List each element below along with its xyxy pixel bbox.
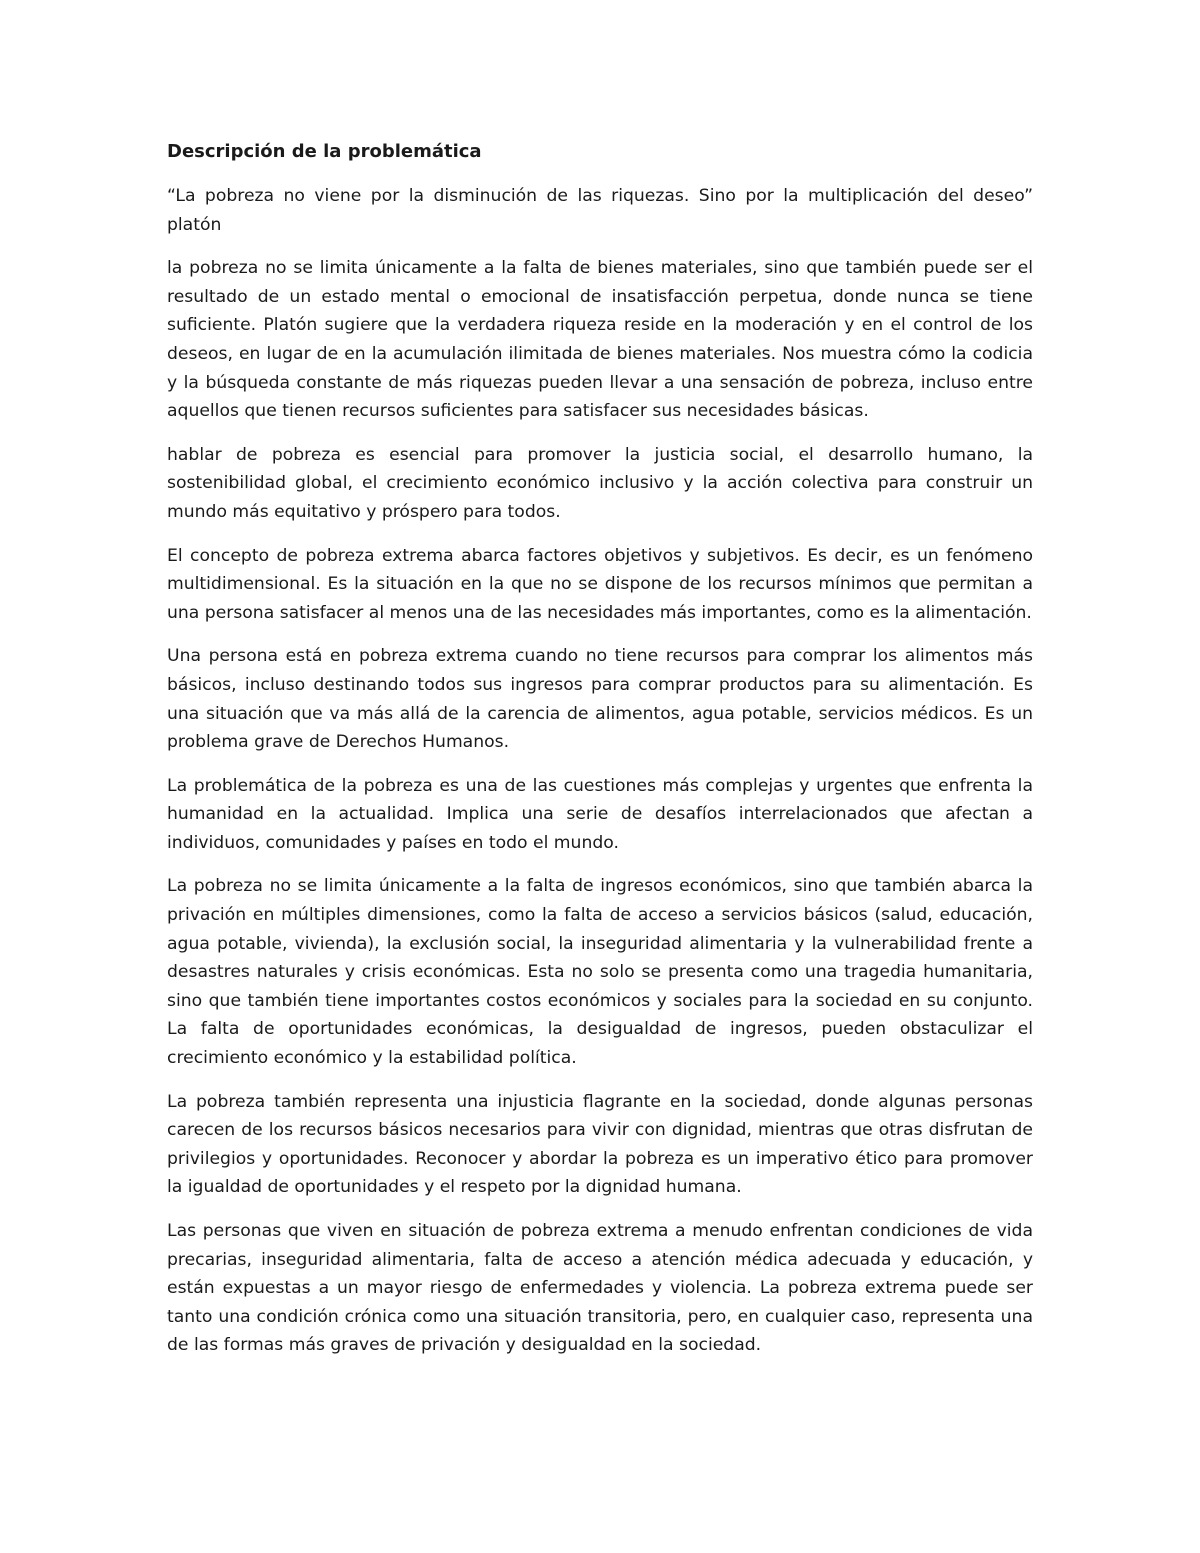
paragraph: La problemática de la pobreza es una de las cuestiones más complejas y urgentes que enfrenta la humanidad en la actualidad. Implica una serie de desafíos interrelacionados que afectan a individuos, comunidades y países en todo el mundo. [167, 775, 1033, 853]
paragraph: la pobreza no se limita únicamente a la falta de bienes materiales, sino que también puede ser el resultado de un estado mental o emocional de insatisfacción perpetua, donde nunca se tiene suficiente. Platón sugiere que la verdadera riqueza reside en la moderación y en el control de los deseos, en lugar de en la acumulación ilimitada de bienes materiales. Nos muestra cómo la codicia y la búsqueda constante de más riquezas pueden llevar a una sensación de pobreza, incluso entre aquellos que tienen recursos suficientes para satisfacer sus necesidades básicas. [167, 258, 1033, 422]
paragraph: Una persona está en pobreza extrema cuando no tiene recursos para comprar los alimentos más básicos, incluso destinando todos sus ingresos para comprar productos para su alimentación. Es una situación que va más allá de la carencia de alimentos, agua potable, servicios médicos. Es un problema grave de Derechos Humanos. [167, 646, 1033, 753]
paragraph: La pobreza no se limita únicamente a la falta de ingresos económicos, sino que también abarca la privación en múltiples dimensiones, como la falta de acceso a servicios básicos (salud, educación, agua potable, vivienda), la exclusión social, la inseguridad alimentaria y la vulnerabilidad frente a desastres naturales y crisis económicas. Esta no solo se presenta como una tragedia humanitaria, sino que también tiene importantes costos económicos y sociales para la sociedad en su conjunto. La falta de oportunidades económicas, la desigualdad de ingresos, pueden obstaculizar el crecimiento económico y la estabilidad política. [167, 876, 1033, 1069]
paragraph: La pobreza también representa una injusticia flagrante en la sociedad, donde algunas personas carecen de los recursos básicos necesarios para vivir con dignidad, mientras que otras disfrutan de privilegios y oportunidades. Reconocer y abordar la pobreza es un imperativo ético para promover la igualdad de oportunidades y el respeto por la dignidad humana. [167, 1091, 1033, 1198]
page-title: Descripción de la problemática [167, 141, 482, 162]
paragraph: hablar de pobreza es esencial para promover la justicia social, el desarrollo humano, la sostenibilidad global, el crecimiento económico inclusivo y la acción colectiva para construir un mundo más equitativo y próspero para todos. [167, 444, 1033, 522]
paragraph: Las personas que viven en situación de pobreza extrema a menudo enfrentan condiciones de vida precarias, inseguridad alimentaria, falta de acceso a atención médica adecuada y educación, y están expuestas a un mayor riesgo de enfermedades y violencia. La pobreza extrema puede ser tanto una condición crónica como una situación transitoria, pero, en cualquier caso, representa una de las formas más graves de privación y desigualdad en la sociedad. [167, 1221, 1033, 1356]
document-body [167, 138, 1033, 1375]
paragraph: El concepto de pobreza extrema abarca factores objetivos y subjetivos. Es decir, es un fenómeno multidimensional. Es la situación en la que no se dispone de los recursos mínimos que permitan a una persona satisfacer al menos una de las necesidades más importantes, como es la alimentación. [167, 545, 1033, 623]
paragraph-quote: “La pobreza no viene por la disminución de las riquezas. Sino por la multiplicación del deseo” platón [167, 186, 1033, 235]
